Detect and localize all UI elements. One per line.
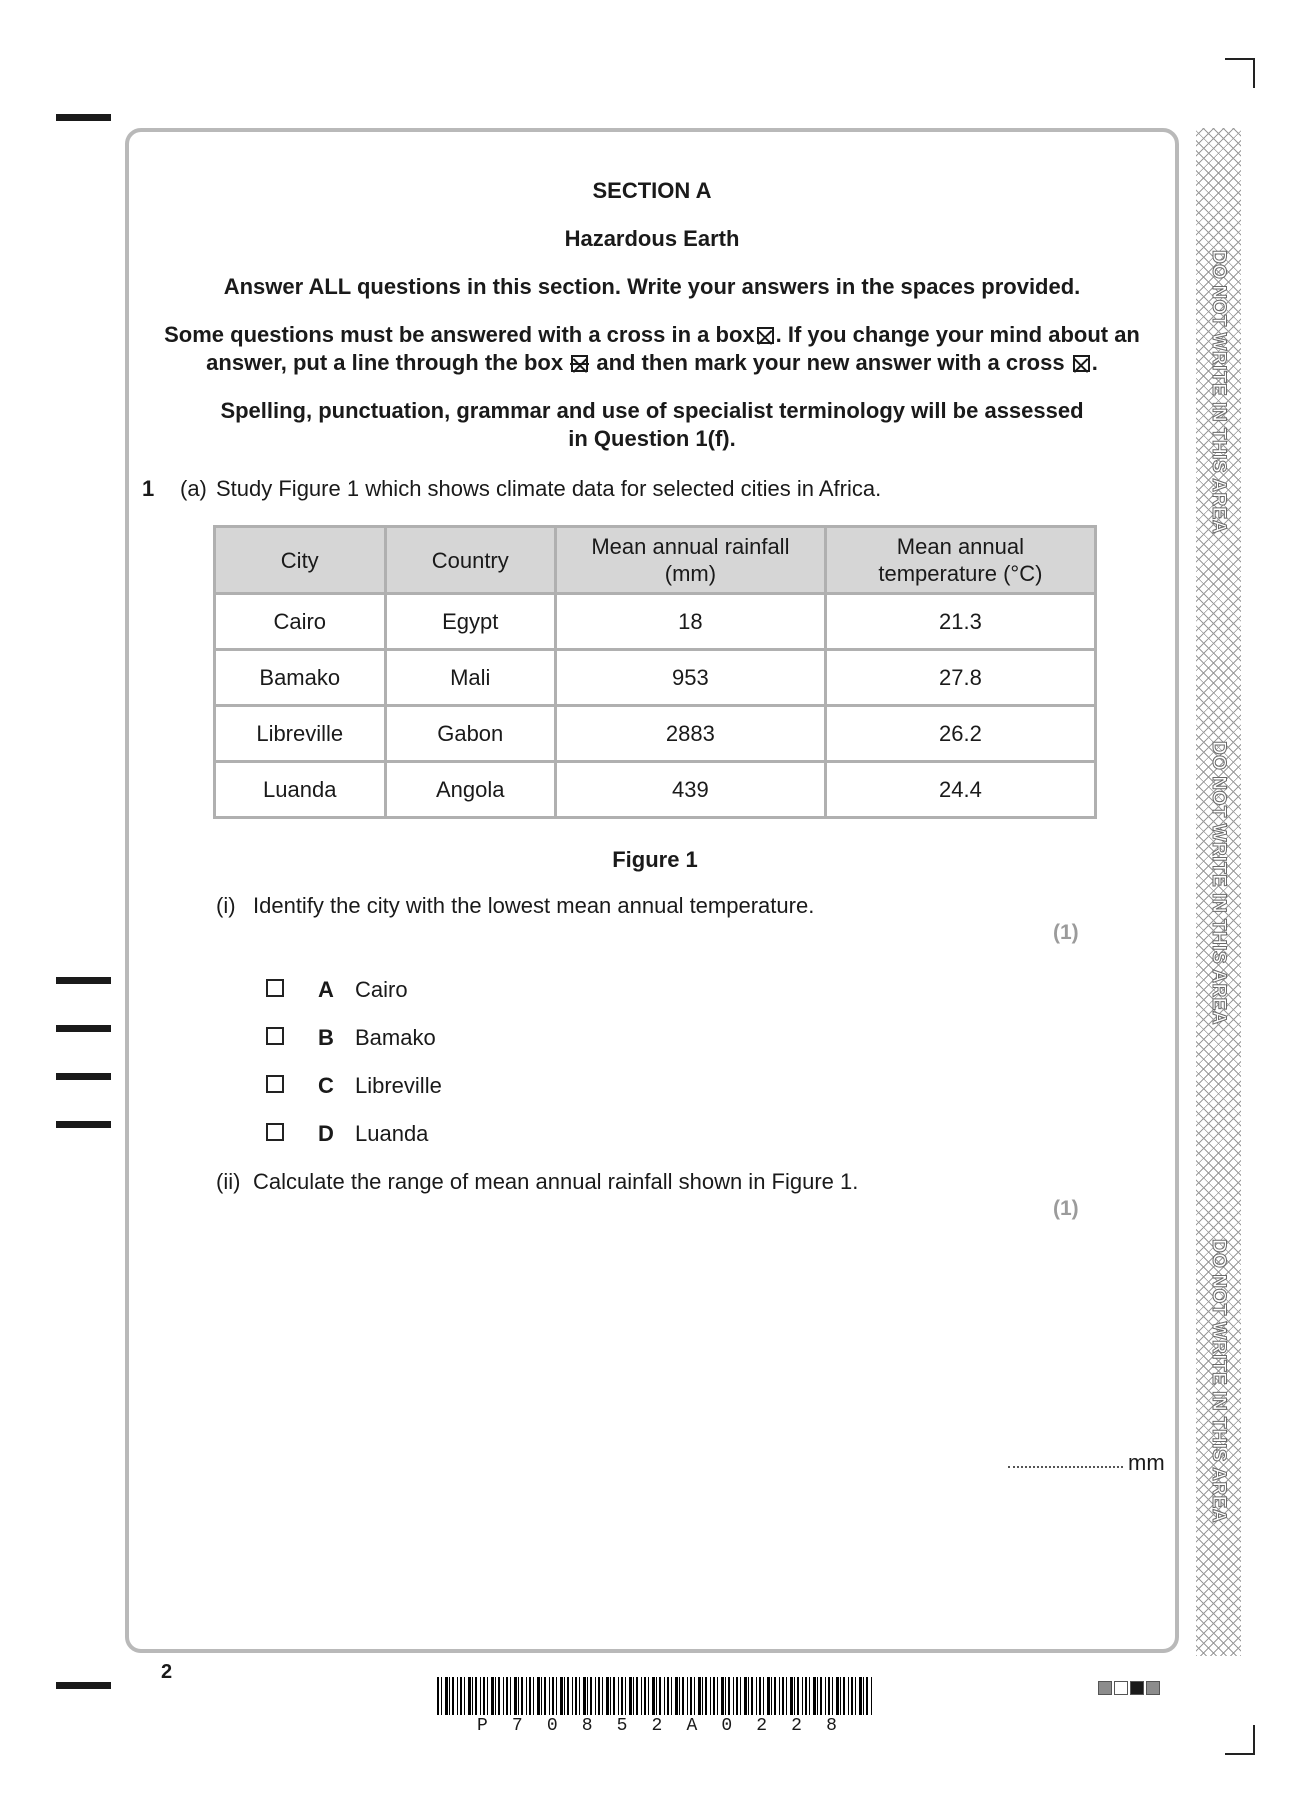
table-header-row [215, 527, 1096, 594]
cell-rainfall: 439 [556, 762, 826, 818]
crop-mark-bottom-right-h [1225, 1753, 1255, 1755]
header-temperature [825, 527, 1095, 594]
do-not-write-warning: DO NOT WRITE IN THIS AREA [1208, 740, 1229, 1026]
barcode-digit: 0 [721, 1716, 733, 1736]
figure-caption: Figure 1 [612, 847, 698, 872]
page-indicator-square [1114, 1681, 1128, 1695]
part-ii-label: (ii) [216, 1169, 241, 1194]
crop-mark-top-right-v [1253, 58, 1255, 88]
barcode [437, 1677, 872, 1715]
cell-country: Gabon [385, 706, 556, 762]
page-indicator-square [1098, 1681, 1112, 1695]
part-i-text: Identify the city with the lowest mean annual temperature. [253, 893, 815, 918]
header-temperature-line-2: temperature (°C) [878, 561, 1043, 586]
part-i-label: (i) [216, 893, 236, 918]
barcode-digit: 8 [826, 1716, 837, 1736]
page-indicator-square [1146, 1681, 1160, 1695]
question-number: 1 [142, 476, 155, 501]
cell-country: Angola [385, 762, 556, 818]
option-c-letter: C [318, 1073, 334, 1098]
cell-city: Cairo [215, 594, 386, 650]
page-indicator-square [1130, 1681, 1144, 1695]
do-not-write-warning: DO NOT WRITE IN THIS AREA [1208, 249, 1229, 535]
crop-mark-bottom-right-v [1253, 1725, 1255, 1755]
part-ii-text: Calculate the range of mean annual rainfall shown in Figure 1. [253, 1169, 859, 1194]
part-i-marks: (1) [1053, 921, 1079, 944]
struck-crossed-box-icon [571, 355, 588, 372]
instruction-spag-line-1: Spelling, punctuation, grammar and use of specialist terminology will be assessed [220, 398, 1084, 423]
option-c-text: Libreville [355, 1073, 442, 1098]
instruction-text: answer, put a line through the box [206, 350, 564, 375]
table-row [215, 594, 1096, 650]
crossed-box-icon [757, 327, 774, 344]
option-b-text: Bamako [355, 1025, 436, 1050]
header-city: City [215, 527, 386, 594]
barcode-digit: 2 [756, 1716, 768, 1736]
barcode-digit: 8 [581, 1716, 593, 1736]
answer-line[interactable] [1008, 1466, 1123, 1468]
table-row [215, 762, 1096, 818]
do-not-write-warning: DO NOT WRITE IN THIS AREA [1208, 1238, 1229, 1524]
cell-temperature: 26.2 [825, 706, 1095, 762]
barcode-digit: A [686, 1716, 698, 1736]
header-rainfall [556, 527, 826, 594]
barcode-number [477, 1716, 837, 1736]
instruction-text: . If you change your mind about an [775, 322, 1140, 347]
instruction-text: . [1091, 350, 1098, 375]
table-row [215, 706, 1096, 762]
question-stem: Study Figure 1 which shows climate data for selected cities in Africa. [216, 476, 882, 501]
crossed-box-icon [1073, 355, 1090, 372]
timing-mark [56, 977, 111, 984]
header-rainfall-line-2: (mm) [664, 561, 717, 586]
barcode-digit: 7 [511, 1716, 523, 1736]
header-rainfall-line-1: Mean annual rainfall [591, 534, 790, 559]
cell-temperature: 27.8 [825, 650, 1095, 706]
cell-rainfall: 2883 [556, 706, 826, 762]
option-d-checkbox[interactable] [266, 1123, 284, 1141]
cell-rainfall: 953 [556, 650, 826, 706]
answer-unit: mm [1128, 1450, 1165, 1475]
barcode-digit: 2 [651, 1716, 663, 1736]
timing-mark [56, 1682, 111, 1689]
barcode-digit: 0 [546, 1716, 558, 1736]
timing-mark [56, 1073, 111, 1080]
timing-mark [56, 1025, 111, 1032]
question-part: (a) [180, 476, 207, 501]
cell-temperature: 24.4 [825, 762, 1095, 818]
page-number: 2 [161, 1661, 173, 1683]
option-c-checkbox[interactable] [266, 1075, 284, 1093]
option-a-letter: A [318, 977, 334, 1002]
instruction-answer-all: Answer ALL questions in this section. Write your answers in the spaces provided. [223, 274, 1081, 299]
option-d-text: Luanda [355, 1121, 429, 1146]
section-subtitle: Hazardous Earth [564, 226, 740, 251]
instruction-cross-line-2 [125, 349, 1179, 377]
instruction-spag-line-2: in Question 1(f). [568, 426, 736, 451]
option-b-checkbox[interactable] [266, 1027, 284, 1045]
instruction-text: and then mark your new answer with a cross [596, 350, 1065, 375]
option-a-checkbox[interactable] [266, 979, 284, 997]
crop-mark-top-right-h [1225, 58, 1255, 60]
table-row [215, 650, 1096, 706]
timing-mark [56, 1121, 111, 1128]
option-d-letter: D [318, 1121, 334, 1146]
cell-city: Luanda [215, 762, 386, 818]
timing-mark [56, 114, 111, 121]
part-ii-marks: (1) [1053, 1197, 1079, 1220]
cell-city: Libreville [215, 706, 386, 762]
option-b-letter: B [318, 1025, 334, 1050]
option-a-text: Cairo [355, 977, 408, 1002]
instruction-cross-line-1 [125, 321, 1179, 349]
cell-temperature: 21.3 [825, 594, 1095, 650]
barcode-digit: 5 [616, 1716, 628, 1736]
header-temperature-line-1: Mean annual [896, 534, 1025, 559]
cell-rainfall: 18 [556, 594, 826, 650]
barcode-digit: 2 [791, 1716, 802, 1736]
climate-data-table [213, 525, 1097, 819]
cell-city: Bamako [215, 650, 386, 706]
instruction-text: Some questions must be answered with a cross in a box [164, 322, 755, 347]
cell-country: Egypt [385, 594, 556, 650]
header-country: Country [385, 527, 556, 594]
cell-country: Mali [385, 650, 556, 706]
barcode-digit: P [477, 1716, 488, 1736]
section-title: SECTION A [592, 178, 712, 203]
